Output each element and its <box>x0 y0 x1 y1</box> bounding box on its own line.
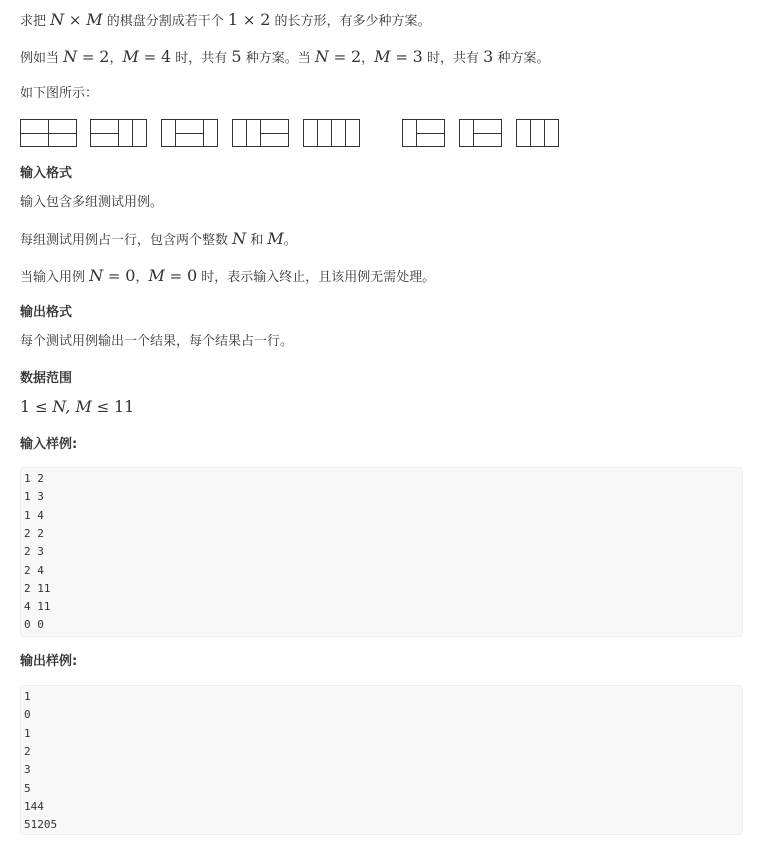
tiling-2x4-d <box>232 119 289 147</box>
code-line: 1 3 <box>24 490 44 503</box>
input-format-line-2: 每组测试用例占一行，包含两个整数 N 和 M。 <box>20 229 297 248</box>
input-format-line-3: 当输入用例 N = 0，M = 0 时，表示输入终止，且该用例无需处理。 <box>20 266 436 285</box>
tiling-2x4-e <box>303 119 360 147</box>
example-text: 例如当 N = 2，M = 4 时，共有 5 种方案。当 N = 2，M = 3 时，共有 3 种方案。 <box>20 47 550 66</box>
sample-input-block <box>20 467 743 637</box>
code-line: 2 4 <box>24 564 44 577</box>
code-line: 1 4 <box>24 509 44 522</box>
code-line: 2 3 <box>24 545 44 558</box>
code-line: 5 <box>24 782 31 795</box>
code-line: 0 0 <box>24 618 44 631</box>
code-line: 1 <box>24 727 31 740</box>
code-line: 1 <box>24 690 31 703</box>
data-range-formula: 1 ≤ N, M ≤ 11 <box>20 397 135 416</box>
tiling-2x4-a <box>20 119 77 147</box>
data-range-heading: 数据范围 <box>20 371 73 386</box>
tiling-2x4-c <box>161 119 218 147</box>
sample-output-heading: 输出样例: <box>20 654 78 669</box>
code-line: 3 <box>24 763 31 776</box>
problem-statement: 求把 N × M 的棋盘分割成若干个 1 × 2 的长方形，有多少种方案。 <box>20 10 431 29</box>
code-line: 4 11 <box>24 600 51 613</box>
input-format-heading: 输入格式 <box>20 166 73 181</box>
output-format-line-1: 每个测试用例输出一个结果，每个结果占一行。 <box>20 334 294 349</box>
figure-caption: 如下图所示： <box>20 86 99 101</box>
output-format-heading: 输出格式 <box>20 305 73 320</box>
tiling-2x3-a <box>402 119 445 147</box>
code-line: 1 2 <box>24 472 44 485</box>
code-line: 2 11 <box>24 582 51 595</box>
input-format-line-1: 输入包含多组测试用例。 <box>20 195 164 210</box>
code-line: 144 <box>24 800 44 813</box>
sample-input-heading: 输入样例: <box>20 437 78 452</box>
sample-output-block <box>20 685 743 835</box>
tiling-2x4-b <box>90 119 147 147</box>
code-line: 0 <box>24 708 31 721</box>
code-line: 51205 <box>24 818 58 831</box>
tiling-2x3-c <box>516 119 559 147</box>
tiling-2x3-b <box>459 119 502 147</box>
code-line: 2 <box>24 745 31 758</box>
code-line: 2 2 <box>24 527 44 540</box>
